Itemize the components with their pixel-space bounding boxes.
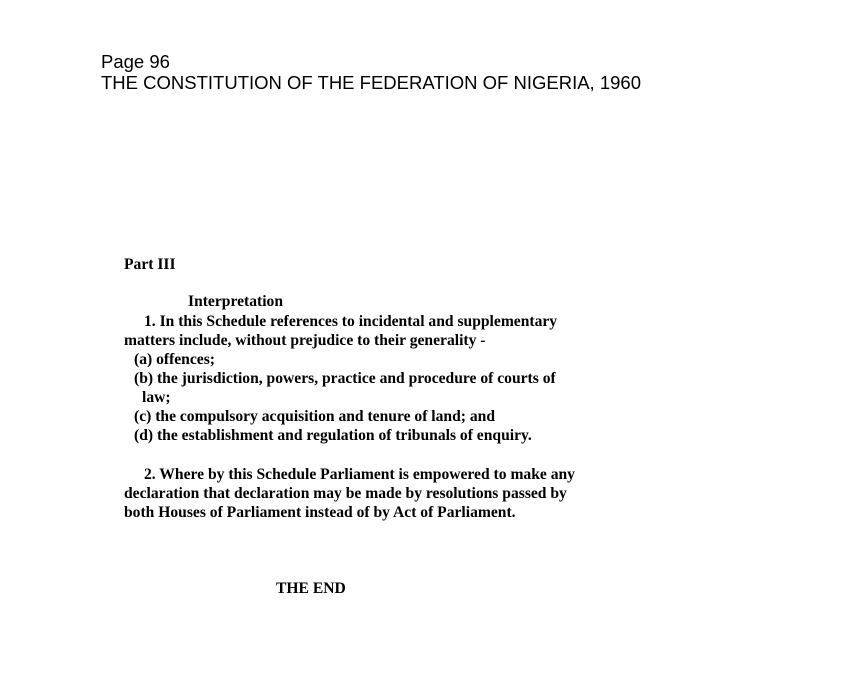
part-heading: Part III bbox=[124, 256, 176, 273]
page-number: Page 96 bbox=[101, 51, 170, 72]
list-item-a: (a) offences; bbox=[134, 351, 215, 368]
paragraph-1-line-2: matters include, without prejudice to their generality - bbox=[124, 332, 486, 349]
section-heading: Interpretation bbox=[188, 293, 283, 310]
paragraph-2-line-1: 2. Where by this Schedule Parliament is empowered to make any bbox=[144, 466, 575, 483]
paragraph-1-line-1: 1. In this Schedule references to incidental and supplementary bbox=[144, 313, 558, 330]
end-marker: THE END bbox=[276, 580, 346, 597]
paragraph-2-line-3: both Houses of Parliament instead of by Act of Parliament. bbox=[124, 504, 516, 521]
document-title: THE CONSTITUTION OF THE FEDERATION OF NIGERIA, 1960 bbox=[101, 72, 641, 93]
list-item-d: (d) the establishment and regulation of tribunals of enquiry. bbox=[134, 427, 532, 444]
list-item-b: (b) the jurisdiction, powers, practice and procedure of courts of bbox=[134, 370, 556, 387]
page-header bbox=[101, 51, 641, 93]
list-item-b-continuation: law; bbox=[142, 389, 171, 406]
paragraph-1 bbox=[124, 312, 557, 445]
paragraph-2 bbox=[124, 465, 575, 522]
paragraph-2-line-2: declaration that declaration may be made by resolutions passed by bbox=[124, 485, 567, 502]
list-item-c: (c) the compulsory acquisition and tenure of land; and bbox=[134, 408, 496, 425]
